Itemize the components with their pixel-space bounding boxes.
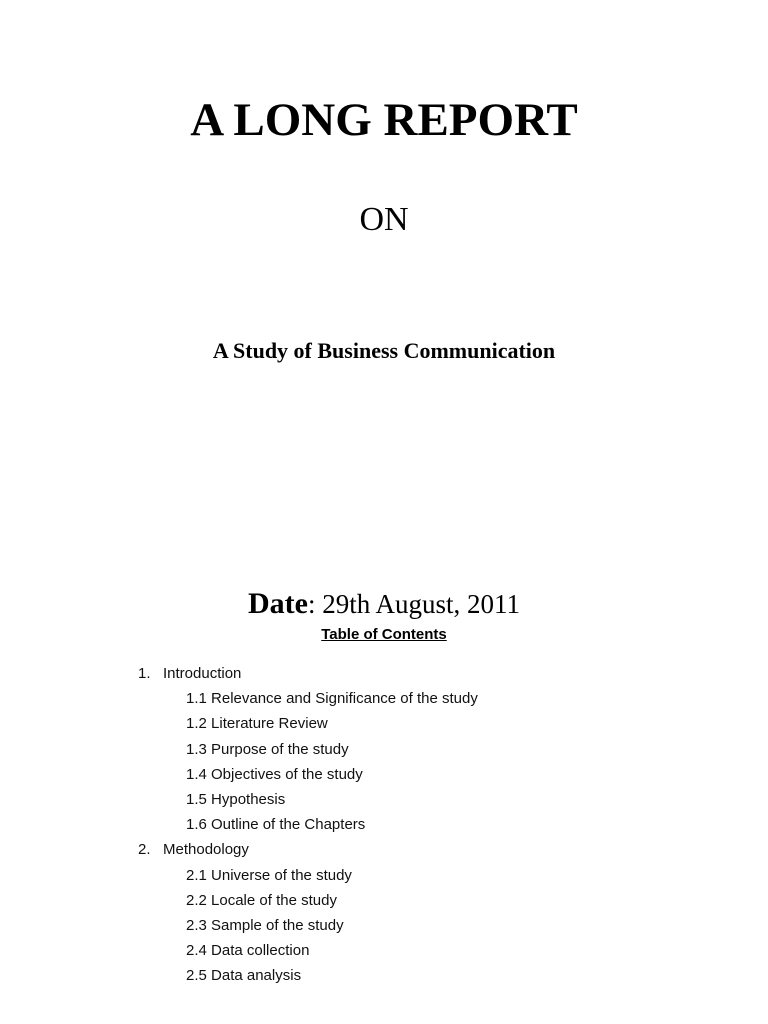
date-label: Date [247,587,308,620]
toc-item-text: 1.3 Purpose of the study [186,740,349,758]
toc-item-text: 2.5 Data analysis [186,967,302,985]
toc-subitem [0,863,768,888]
toc-subitem [0,711,768,736]
toc-item [0,661,768,686]
date-value: 29th August, 2011 [322,589,521,619]
toc-item [0,837,768,862]
toc-subitem [0,686,768,711]
toc-item-number: 2. [138,841,151,859]
toc-subitem [0,787,768,812]
toc-subitem [0,963,768,988]
toc-item-text: 1.4 Objectives of the study [186,765,363,783]
toc-subitem [0,737,768,762]
toc-list [0,661,768,988]
toc-item-text: Methodology [163,841,249,859]
toc-item-text: 1.6 Outline of the Chapters [186,816,366,834]
toc-subitem [0,913,768,938]
toc-item-text: 2.1 Universe of the study [186,866,352,884]
toc-item-text: 2.3 Sample of the study [186,916,344,934]
toc-item-text: Introduction [163,665,242,682]
report-on-word: ON [359,201,409,238]
date-separator: : [307,589,323,619]
report-subject: A Study of Business Communication [212,338,556,363]
report-date [0,586,768,622]
toc-item-text: 1.5 Hypothesis [186,790,286,808]
toc-subitem [0,938,768,963]
toc-item-text: 1.1 Relevance and Significance of the study [186,690,478,708]
toc-item-text: 2.2 Locale of the study [186,891,337,909]
report-title: A LONG REPORT [190,94,578,146]
toc-subitem [0,812,768,837]
toc-subitem [0,762,768,787]
toc-item-text: 1.2 Literature Review [186,715,328,733]
toc-item-text: 2.4 Data collection [186,942,310,960]
toc-item-number: 1. [138,665,151,682]
toc-subitem [0,888,768,913]
toc-heading: Table of Contents [321,626,447,643]
